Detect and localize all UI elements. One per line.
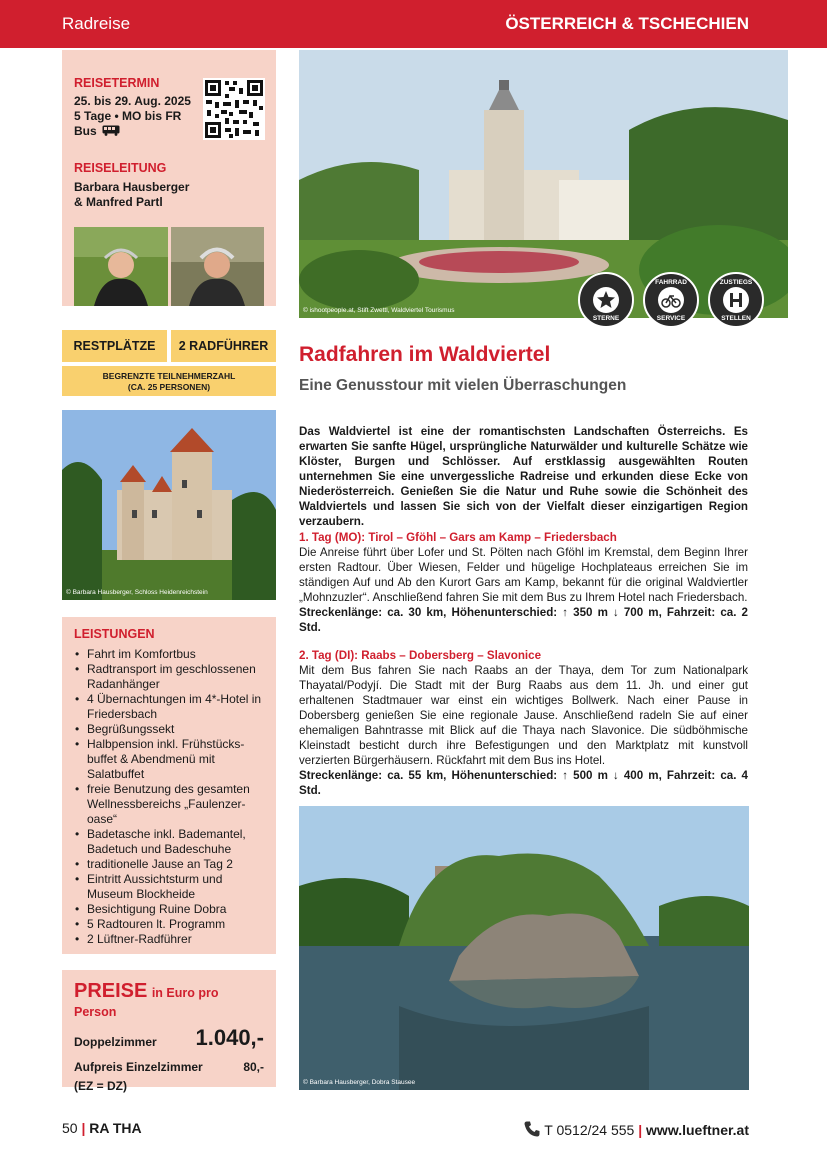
day-1-heading: 1. Tag (MO): Tirol – Gföhl – Gars am Kamp – Friedersbach — [299, 531, 617, 544]
page-number: 50 — [62, 1120, 78, 1136]
day-2-heading: 2. Tag (DI): Raabs – Dobersberg – Slavonice — [299, 649, 542, 662]
day-1-section — [299, 530, 748, 635]
website-link[interactable]: www.lueftner.at — [646, 1122, 749, 1138]
fahrrad-stamp-top: FAHRRAD — [655, 279, 687, 286]
footer-divider: | — [638, 1122, 643, 1138]
star-icon — [593, 287, 619, 313]
ez-value: 80,- — [243, 1060, 264, 1074]
zustieg-stamp-top: ZUSTIEGS — [719, 279, 753, 286]
preise-box — [62, 970, 276, 1093]
dz-row — [74, 1025, 264, 1055]
ez-row — [74, 1057, 264, 1077]
list-item: • 2 Lüftner-Radführer — [74, 932, 264, 947]
hero-photo — [299, 50, 788, 318]
teilnehmer-line2: (CA. 25 PERSONEN) — [127, 382, 211, 392]
sterne-stamp — [578, 272, 634, 328]
leistungen-list — [74, 647, 264, 947]
preise-sub: in Euro pro Person — [74, 986, 219, 1019]
lake-photo — [299, 806, 749, 1090]
fahrrad-stamp-bottom: SERVICE — [656, 315, 686, 322]
reisetermin-label: REISETERMIN — [74, 76, 160, 90]
list-item: • Begrüßungssekt — [74, 722, 264, 737]
zustiegsstellen-stamp — [708, 272, 764, 328]
page-title: Radfahren im Waldviertel — [299, 343, 551, 366]
dz-value: 1.040,- — [195, 1025, 264, 1050]
list-item: • 5 Radtouren lt. Programm — [74, 917, 264, 932]
list-item: • 4 Übernachtungen im 4*-Hotel in Friedersbach — [74, 692, 264, 722]
qr-code-icon[interactable] — [203, 78, 265, 140]
guide-photo-1 — [74, 227, 168, 306]
lake-caption: © Barbara Hausberger, Dobra Stausee — [303, 1079, 416, 1086]
reiseleitung-line2: & Manfred Partl — [74, 195, 163, 209]
castle-photo — [62, 410, 276, 600]
list-item: • freie Benutzung des gesamten Wellnessbereichs „Faulenzer-oase“ — [74, 782, 264, 827]
teilnehmer-badge — [62, 366, 276, 396]
footer-divider: | — [81, 1120, 86, 1136]
list-item: • Halbpension inkl. Frühstücks-buffet & Abendmenü mit Salatbuffet — [74, 737, 264, 782]
day-1-text: Die Anreise führt über Lofer und St. Pölten nach Gföhl im Kremstal, dem Beginn Ihrer ersten Radtour. Über Wiesen, Felder und hügelige Hochplateaus erreichen Sie im ständigen Auf und Ab den Kurort Gars am Kamp, bekannt für die original Waldviertler „Mohnzuzler“. Anschließend fahren Sie mit dem Bus zu Ihrem Hotel nach Friedersbach. — [299, 546, 748, 604]
ez-note: (EZ = DZ) — [74, 1079, 127, 1093]
leistungen-label: LEISTUNGEN — [74, 627, 155, 641]
day-1-stats: Streckenlänge: ca. 30 km, Höhenunterschied: ↑ 350 m ↓ 700 m, Fahrzeit: ca. 2 Std. — [299, 606, 748, 634]
region-label: ÖSTERREICH & TSCHECHIEN — [505, 14, 749, 33]
hero-caption: © ishootpeople.at, Stift Zwettl, Waldviertel Tourismus — [303, 307, 455, 314]
zustieg-stamp-bottom: STELLEN — [721, 315, 751, 322]
info-box — [62, 50, 276, 306]
day-2-stats: Streckenlänge: ca. 55 km, Höhenunterschied: ↑ 500 m ↓ 400 m, Fahrzeit: ca. 4 Std. — [299, 769, 748, 797]
day-2-section — [299, 648, 748, 798]
leistungen-box — [62, 617, 276, 954]
phone-number[interactable]: T 0512/24 555 — [544, 1122, 635, 1138]
list-item: • Besichtigung Ruine Dobra — [74, 902, 264, 917]
castle-caption: © Barbara Hausberger, Schloss Heidenreichstein — [66, 589, 208, 596]
tour-code: RA THA — [89, 1120, 142, 1136]
reiseleitung-line1: Barbara Hausberger — [74, 180, 190, 194]
teilnehmer-line1: BEGRENZTE TEILNEHMERZAHL — [102, 371, 236, 381]
bus-stop-icon — [723, 287, 749, 313]
header-bar — [0, 0, 827, 48]
preise-label: PREISE — [74, 980, 148, 1002]
phone-icon — [523, 1120, 541, 1138]
list-item: • traditionelle Jause an Tag 2 — [74, 857, 264, 872]
reisetermin-days: 5 Tage • MO bis FR — [74, 109, 182, 123]
ez-label: Aufpreis Einzelzimmer — [74, 1060, 203, 1074]
restplaetze-badge: RESTPLÄTZE — [62, 330, 167, 362]
transport-label: Bus — [74, 124, 97, 138]
bus-icon — [102, 125, 120, 136]
list-item: • Eintritt Aussichtsturm und Museum Blockheide — [74, 872, 264, 902]
day-2-text: Mit dem Bus fahren Sie nach Raabs an der Thaya, dem Tor zum Nationalpark Thayatal/Podyjí. Die Stadt mit der Burg Raabs aus dem 11. Jh. und einer gut erhaltenen Stadtmauer war einst ein wichtiges Bollwerk. Nach einer Pause in Dobersberg genießen Sie eine regionale Jause. Anschließend radeln Sie auf einer ehemaligen Bahntrasse mit Blick auf die Thaya nach Slavonice. Die südböhmische Kleinstadt besticht durch ihre Befestigungen und den Marktplatz mit kunstvoll verzierten Bürgerhäusern. Rückfahrt mit dem Bus ins Hotel. — [299, 664, 748, 767]
category-label: Radreise — [62, 14, 131, 33]
list-item: • Fahrt im Komfortbus — [74, 647, 264, 662]
list-item: • Badetasche inkl. Bademantel, Badetuch und Badeschuhe — [74, 827, 264, 857]
preise-heading — [74, 980, 264, 1021]
footer-right — [523, 1120, 749, 1138]
list-item: • Radtransport im geschlossenen Radanhänger — [74, 662, 264, 692]
reiseleitung-label: REISELEITUNG — [74, 161, 167, 175]
intro-text: Das Waldviertel ist eine der romantischsten Landschaften Österreichs. Es erwarten Sie sanfte Hügel, ursprüngliche Naturwälder und kulturelle Schätze wie Klöster, Burgen und Schlösser. Auf erstklassig ausgewählten Routen unternehmen Sie eine unvergessliche Radreise und erkunden diese Ecke von Niederösterreich. Genießen Sie die Natur und Ruhe sowie die Schönheit des Waldviertels und lassen Sie sich von der Vielfalt dieser einzigartigen Region verzaubern. — [299, 425, 748, 528]
sterne-stamp-bottom: STERNE — [592, 315, 620, 322]
bicycle-icon — [658, 287, 684, 313]
dz-label: Doppelzimmer — [74, 1035, 157, 1049]
guide-photo-2 — [171, 227, 264, 306]
footer-left — [62, 1120, 142, 1136]
radfuehrer-badge: 2 RADFÜHRER — [171, 330, 276, 362]
reisetermin-date: 25. bis 29. Aug. 2025 — [74, 94, 191, 108]
fahrrad-service-stamp — [643, 272, 699, 328]
page-subtitle: Eine Genusstour mit vielen Überraschungen — [299, 377, 627, 394]
